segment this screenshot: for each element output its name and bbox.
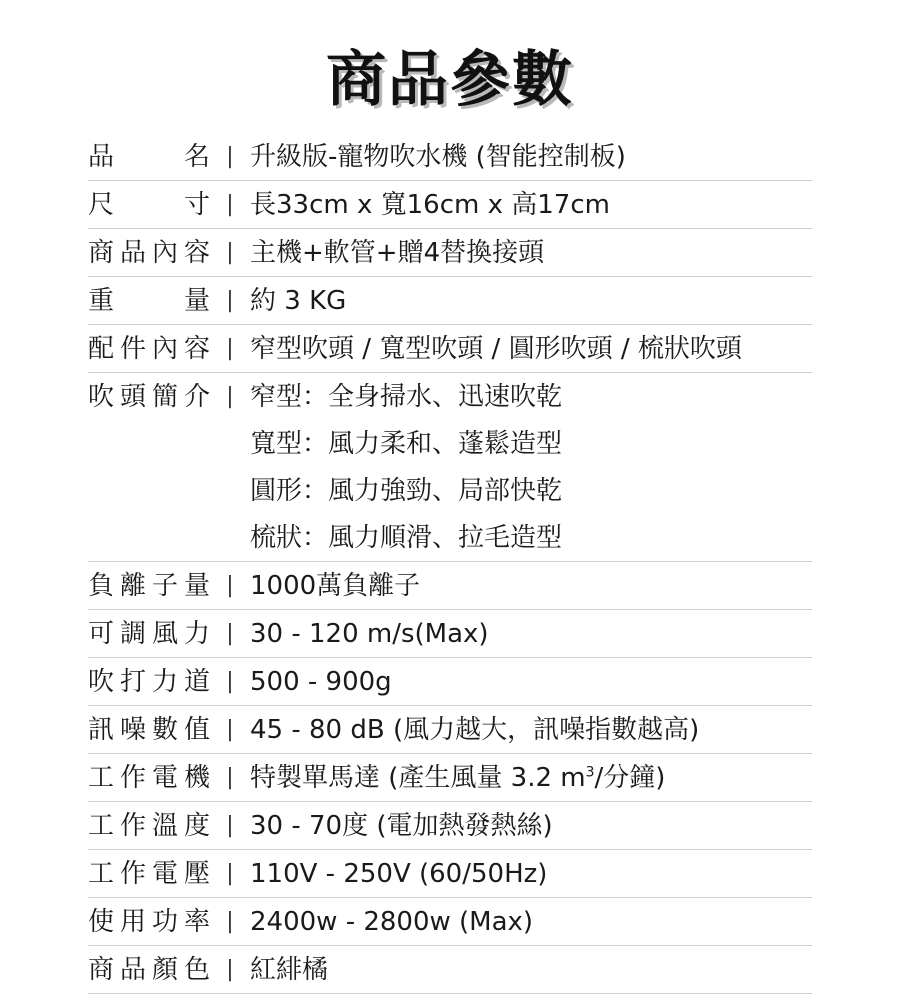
spec-separator: |: [226, 621, 234, 646]
spec-label: 工作電壓: [88, 859, 210, 889]
spec-value: 1000萬負離子: [250, 571, 421, 601]
spec-value: 長33cm x 寬16cm x 高17cm: [250, 190, 610, 220]
spec-value-line: 寬型：風力柔和、蓬鬆造型: [250, 429, 563, 459]
spec-label: 訊噪數值: [88, 715, 210, 745]
spec-separator: |: [226, 192, 234, 217]
spec-value: 110V - 250V (60/50Hz): [250, 859, 548, 889]
spec-separator: |: [226, 861, 234, 886]
spec-value-line: 圓形：風力強勁、局部快乾: [250, 476, 563, 506]
spec-value-line: 梳狀：風力順滑、拉毛造型: [250, 523, 563, 553]
spec-separator: |: [226, 669, 234, 694]
page-title: 商品參數: [326, 45, 574, 115]
spec-separator: |: [226, 144, 234, 169]
spec-label: 工作溫度: [88, 811, 210, 841]
spec-label: 吹頭簡介: [88, 382, 210, 412]
spec-row-temperature: [88, 802, 812, 850]
spec-row-force: [88, 658, 812, 706]
spec-value: 30 - 70度 (電加熱發熱絲): [250, 811, 553, 841]
spec-separator: |: [226, 909, 234, 934]
spec-label: 可調風力: [88, 619, 210, 649]
spec-separator: |: [226, 765, 234, 790]
spec-label: 尺 寸: [88, 190, 210, 220]
spec-value: 30 - 120 m/s(Max): [250, 619, 489, 649]
spec-separator: |: [226, 573, 234, 598]
spec-row-accessories: [88, 325, 812, 373]
spec-value: 窄型吹頭 / 寬型吹頭 / 圓形吹頭 / 梳狀吹頭: [250, 334, 742, 364]
spec-separator: |: [226, 384, 234, 409]
spec-table: [88, 133, 812, 994]
spec-value: 紅緋橘: [250, 955, 329, 985]
spec-value: 500 - 900g: [250, 667, 392, 697]
spec-row-wind-power: [88, 610, 812, 658]
spec-row-motor: [88, 754, 812, 802]
spec-value-line: 窄型：全身掃水、迅速吹乾: [250, 382, 563, 412]
spec-label: 品 名: [88, 142, 210, 172]
spec-row-contents: [88, 229, 812, 277]
spec-value-suffix: /分鐘): [594, 763, 666, 793]
spec-row-nozzle-intro: [88, 373, 812, 562]
spec-separator: |: [226, 957, 234, 982]
spec-row-size: [88, 181, 812, 229]
spec-row-color: [88, 946, 812, 994]
spec-row-voltage: [88, 850, 812, 898]
spec-separator: |: [226, 717, 234, 742]
spec-value: 2400w - 2800w (Max): [250, 907, 534, 937]
spec-label: 商品顏色: [88, 955, 210, 985]
spec-separator: |: [226, 288, 234, 313]
spec-value: 升級版-寵物吹水機 (智能控制板): [250, 142, 626, 172]
spec-separator: |: [226, 240, 234, 265]
spec-separator: |: [226, 336, 234, 361]
spec-separator: |: [226, 813, 234, 838]
spec-row-anion: [88, 562, 812, 610]
spec-value: 主機+軟管+贈4替換接頭: [250, 238, 545, 268]
spec-label: 負離子量: [88, 571, 210, 601]
spec-row-power: [88, 898, 812, 946]
spec-value: 約 3 KG: [250, 286, 347, 316]
spec-label: 配件內容: [88, 334, 210, 364]
spec-value: [250, 760, 812, 796]
spec-label: 重 量: [88, 286, 210, 316]
spec-value-superscript: 3: [585, 764, 595, 781]
spec-row-name: [88, 133, 812, 181]
spec-label: 吹打力道: [88, 667, 210, 697]
spec-row-noise: [88, 706, 812, 754]
spec-row-weight: [88, 277, 812, 325]
spec-label: 使用功率: [88, 907, 210, 937]
spec-value: 45 - 80 dB (風力越大，訊噪指數越高): [250, 715, 700, 745]
spec-value-text: 特製單馬達 (產生風量 3.2 m: [250, 763, 586, 793]
spec-label: 商品內容: [88, 238, 210, 268]
spec-label: 工作電機: [88, 763, 210, 793]
